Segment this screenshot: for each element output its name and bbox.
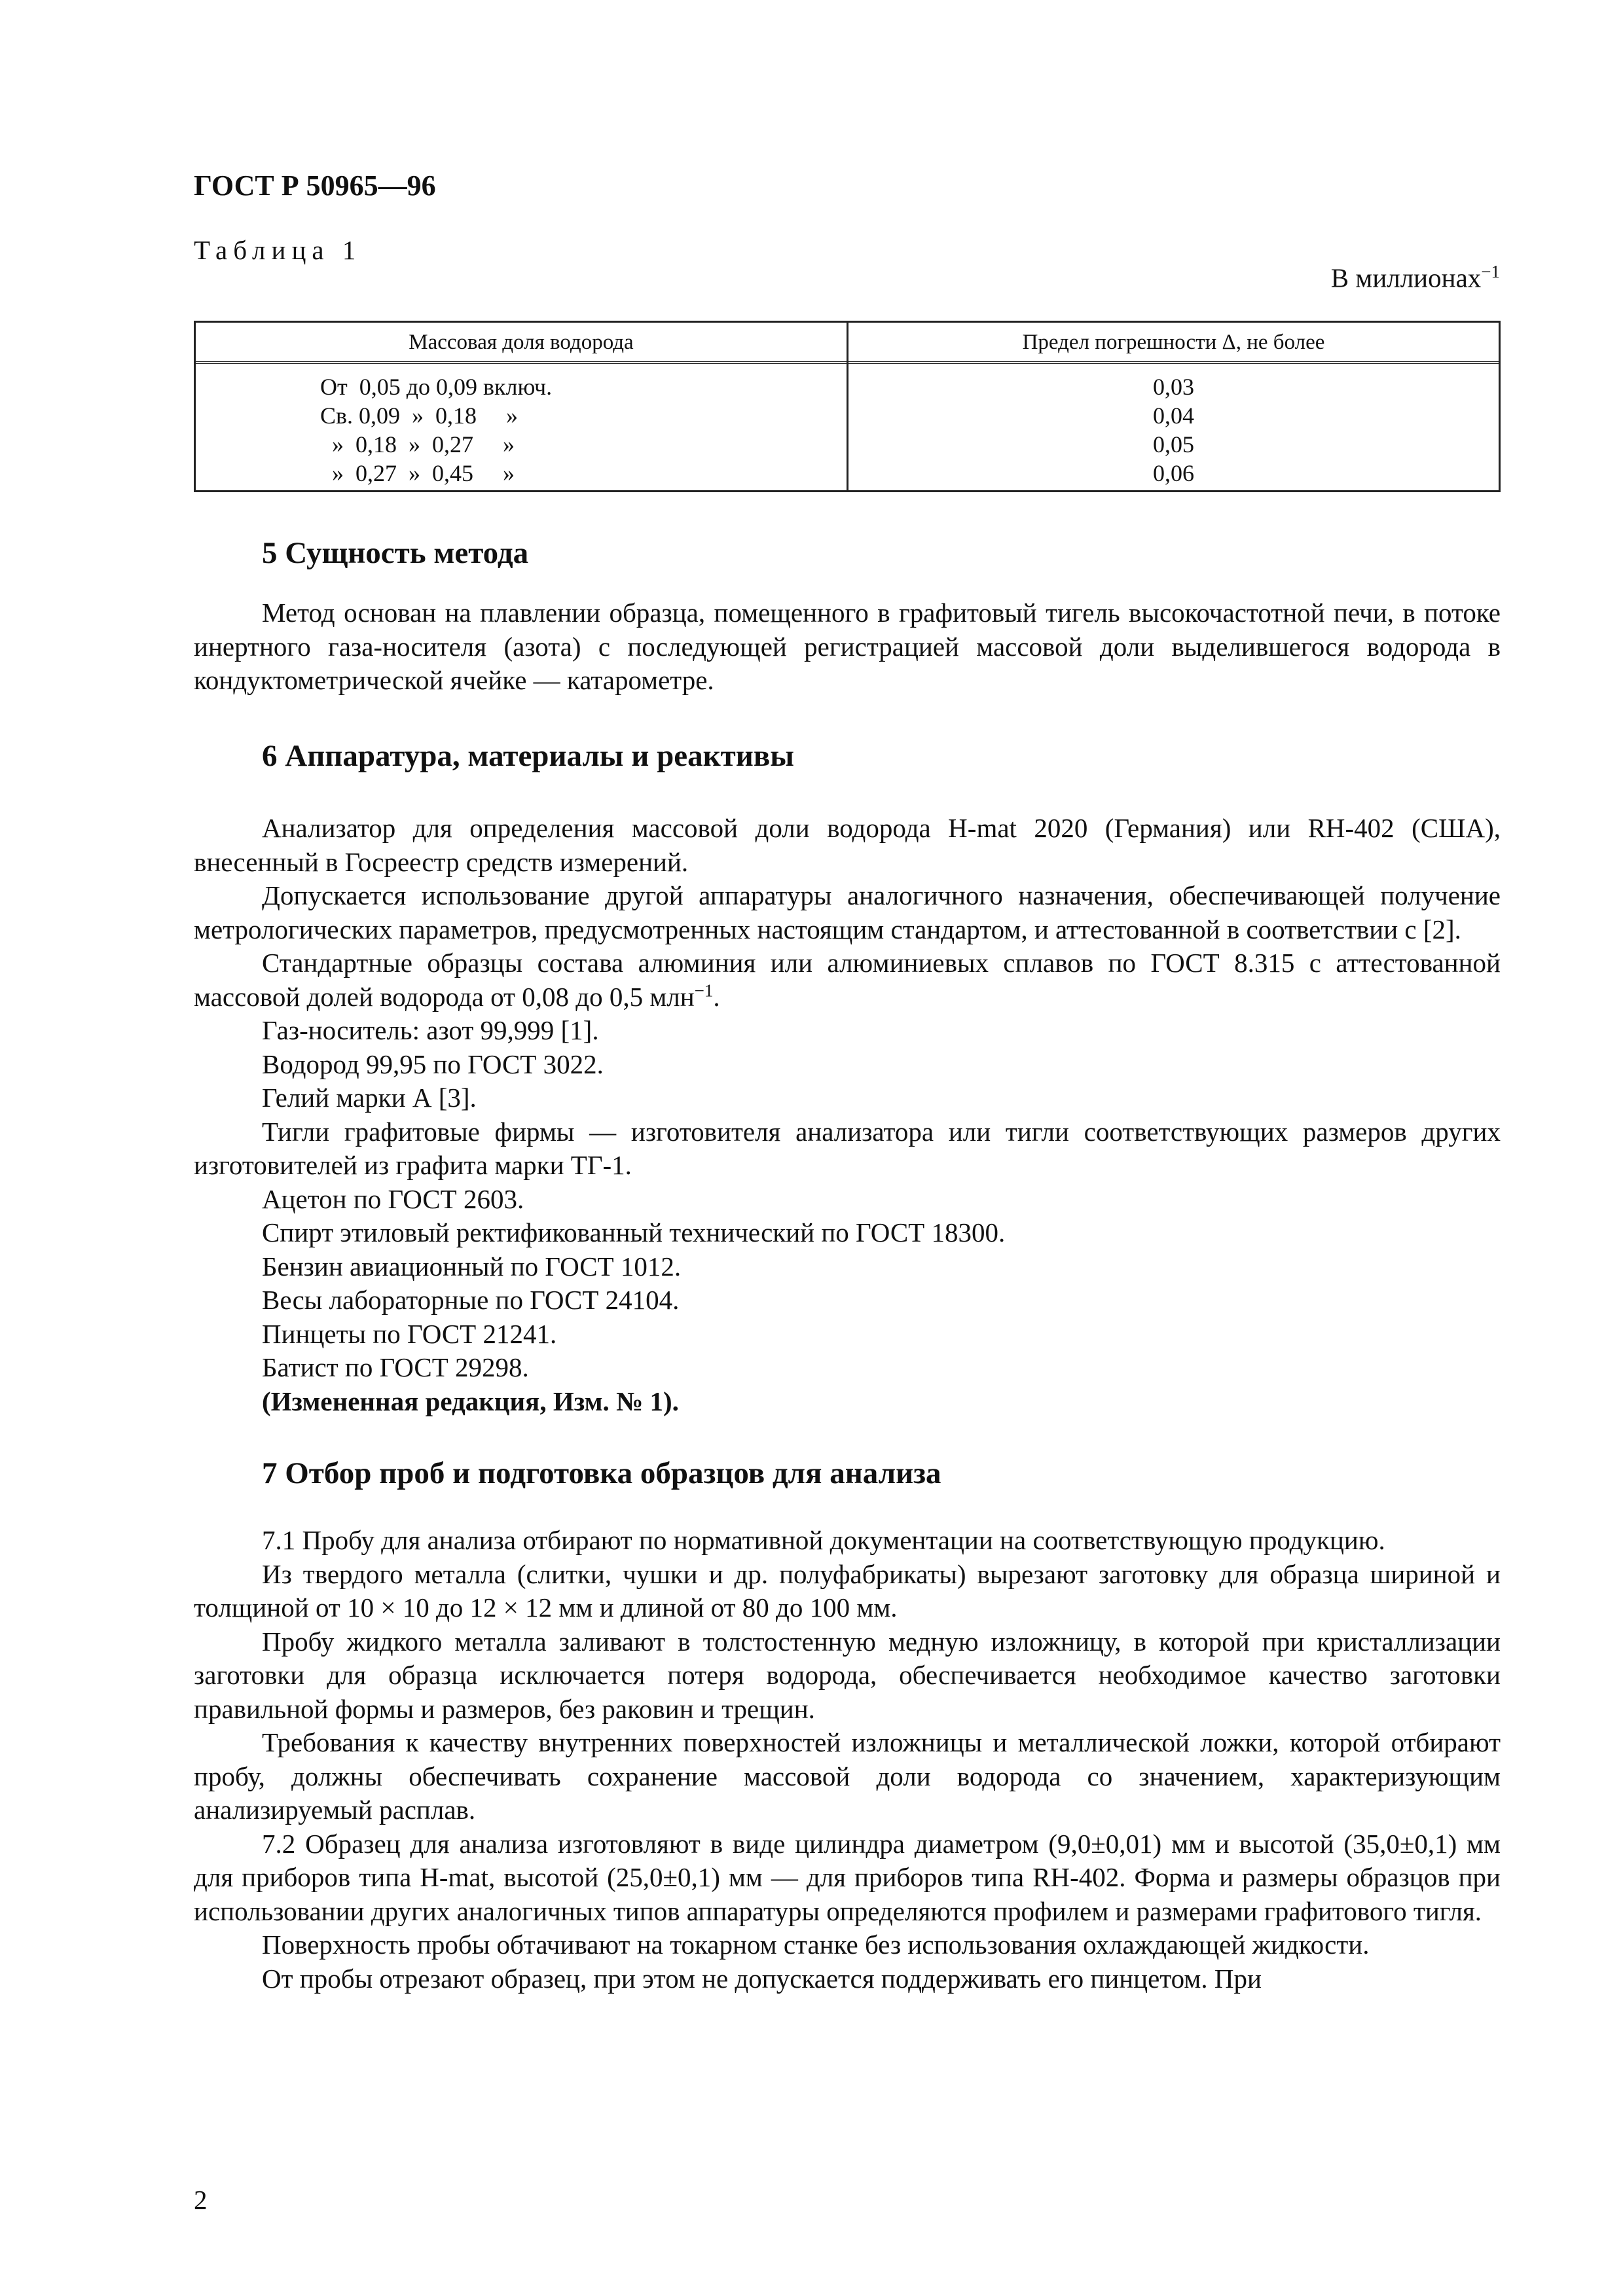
list-item: Бензин авиационный по ГОСТ 1012. — [262, 1251, 682, 1282]
table-cell-range: От 0,05 до 0,09 включ. — [320, 374, 553, 400]
superscript: −1 — [694, 980, 714, 1000]
list-item: Гелий марки А [3]. — [262, 1083, 477, 1113]
list-item: Водород 99,95 по ГОСТ 3022. — [262, 1049, 604, 1079]
amendment-note: (Измененная редакция, Изм. № 1). — [262, 1386, 679, 1416]
section-5-body — [194, 596, 1501, 698]
table-cell-range: » 0,27 » 0,45 » — [320, 460, 515, 486]
page-number: 2 — [194, 2185, 208, 2215]
table-value-column — [848, 372, 1499, 488]
table-cell-value: 0,04 — [1153, 403, 1194, 429]
table-cell-range: » 0,18 » 0,27 » — [320, 431, 515, 457]
paragraph-end: . — [713, 981, 720, 1012]
table-range-column — [320, 372, 552, 488]
table-cell-value: 0,06 — [1153, 460, 1194, 486]
table-label: Таблица 1 — [194, 235, 362, 265]
paragraph-standard-samples — [194, 946, 1501, 1014]
section-6-title: 6 Аппаратура, материалы и реактивы — [262, 739, 794, 773]
table-cell-value: 0,03 — [1153, 374, 1194, 400]
paragraph: Из твердого металла (слитки, чушки и др. полуфабрикаты) вырезают заготовку для образца шириной и толщиной от 10 × 10 до 12 × 12 мм и длиной от 80 до 100 мм. — [194, 1558, 1501, 1623]
document-header: ГОСТ Р 50965—96 — [194, 170, 436, 202]
list-item: Весы лабораторные по ГОСТ 24104. — [262, 1285, 680, 1315]
paragraph: От пробы отрезают образец, при этом не допускается поддерживать его пинцетом. При — [262, 1963, 1262, 1994]
paragraph: 7.1 Пробу для анализа отбирают по нормативной документации на соответствующую продукцию. — [262, 1525, 1385, 1555]
list-item: Газ-носитель: азот 99,999 [1]. — [262, 1015, 599, 1045]
table-header-mass-fraction: Массовая доля водорода — [409, 331, 634, 354]
units-superscript: −1 — [1481, 262, 1500, 281]
list-item: Ацетон по ГОСТ 2603. — [262, 1183, 524, 1214]
table-cell-range: Св. 0,09 » 0,18 » — [320, 403, 519, 429]
section-6-body — [194, 812, 1501, 1418]
table-units — [1331, 262, 1500, 294]
list-item: Спирт этиловый ректификованный технический по ГОСТ 18300. — [262, 1217, 1006, 1247]
paragraph: Допускается использование другой аппаратуры аналогичного назначения, обеспечивающей получение метрологических параметров, предусмотренных настоящим стандартом, и аттестованной в соответствии с [2]. — [194, 880, 1501, 944]
section-7-title: 7 Отбор проб и подготовка образцов для анализа — [262, 1456, 941, 1490]
paragraph: 7.2 Образец для анализа изготовляют в виде цилиндра диаметром (9,0±0,01) мм и высотой (35,0±0,1) мм для приборов типа H-mat, высотой (25,0±0,1) мм — для приборов типа RH-402. Форма и размеры образцов при использовании других аналогичных типов аппаратуры определяются профилем и размерами графитового тигля. — [194, 1828, 1501, 1926]
paragraph: Требования к качеству внутренних поверхностей изложницы и металлической ложки, которой отбирают пробу, должны обеспечивать сохранение массовой доли водорода со значением, характеризующим анализируемый расплав. — [194, 1727, 1501, 1825]
paragraph: Анализатор для определения массовой доли водорода H-mat 2020 (Германия) или RH-402 (США), внесенный в Госреестр средств измерений. — [194, 813, 1501, 877]
section-7-body — [194, 1524, 1501, 1996]
table-cell-value: 0,05 — [1153, 431, 1194, 457]
paragraph: Метод основан на плавлении образца, помещенного в графитовый тигель высокочастотной печи, в потоке инертного газа-носителя (азота) с последующей регистрацией массовой доли выделившегося водорода в кондуктометрической ячейке — катарометре. — [194, 598, 1501, 695]
paragraph-text: Стандартные образцы состава алюминия или алюминиевых сплавов по ГОСТ 8.315 с аттестованной массовой долей водорода от 0,08 до 0,5 млн — [194, 948, 1501, 1012]
list-item: Батист по ГОСТ 29298. — [262, 1352, 529, 1382]
units-text: В миллионах — [1330, 262, 1482, 293]
section-5-title: 5 Сущность метода — [262, 536, 529, 570]
list-item: Тигли графитовые фирмы — изготовителя анализатора или тигли соответствующих размеров других изготовителей из графита марки ТГ-1. — [194, 1116, 1501, 1180]
paragraph: Пробу жидкого металла заливают в толстостенную медную изложницу, в которой при кристаллизации заготовки для образца исключается потеря водорода, обеспечивается необходимое качество заготовки правильной формы и размеров, без раковин и трещин. — [194, 1626, 1501, 1724]
list-item: Пинцеты по ГОСТ 21241. — [262, 1318, 557, 1349]
data-table — [194, 321, 1501, 492]
paragraph: Поверхность пробы обтачивают на токарном станке без использования охлаждающей жидкости. — [262, 1929, 1370, 1960]
table-header-error-limit: Предел погрешности Δ, не более — [1022, 331, 1325, 354]
